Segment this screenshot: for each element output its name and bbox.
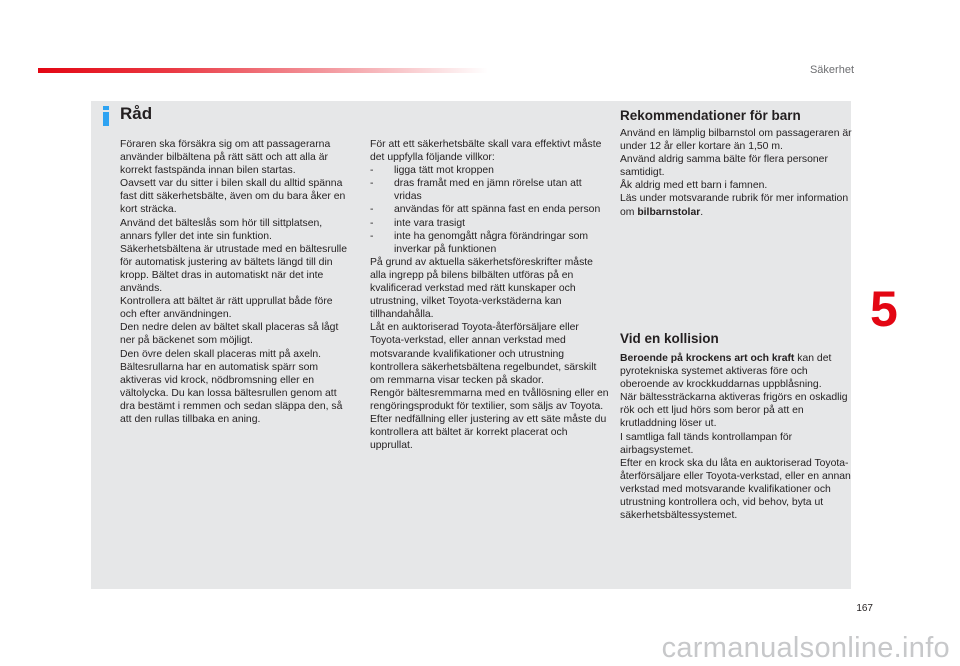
paragraph: Bältesrullarna har en automatisk spärr som aktiveras vid krock, nödbromsning eller en vältolycka. Du kan lossa bältesrullen genom att dra bestämt i remmen och sedan släppa den, så att den rullas tillbaka en aning. bbox=[120, 361, 343, 425]
paragraph: Läs under motsvarande rubrik för mer information om bilbarnstolar. bbox=[620, 193, 849, 218]
paragraph: Den övre delen skall placeras mitt på axeln. bbox=[120, 348, 321, 360]
paragraph: Beroende på krockens art och kraft kan det pyrotekniska systemet aktiveras före och oberoende av krockkuddarnas uppblåsning. bbox=[620, 353, 832, 391]
paragraph: För att ett säkerhetsbälte skall vara effektivt måste det uppfylla följande villkor: bbox=[370, 139, 602, 164]
paragraph: Använd en lämplig bilbarnstol om passageraren är under 12 år eller kortare än 1,50 m. bbox=[620, 128, 852, 153]
paragraph: Åk aldrig med ett barn i famnen. bbox=[620, 180, 768, 192]
rad-column-2 bbox=[370, 138, 610, 452]
list-item: - inte vara trasigt bbox=[370, 217, 466, 229]
rad-column-1 bbox=[120, 138, 352, 426]
paragraph: Använd det bälteslås som hör till sittplatsen, annars fyller det inte sin funktion. bbox=[120, 217, 323, 242]
paragraph: Rengör bältesremmarna med en tvållösning eller en rengöringsprodukt för textilier, som säljs av Toyota. bbox=[370, 387, 609, 412]
list-item: - dras framåt med en jämn rörelse utan att vridas bbox=[370, 178, 582, 203]
paragraph: I samtliga fall tänds kontrollampan för airbagsystemet. bbox=[620, 431, 793, 456]
paragraph: Föraren ska försäkra sig om att passagerarna använder bilbältena på rätt sätt och att alla är korrekt fastspända innan bilen startas. bbox=[120, 139, 331, 177]
list-item: - inte ha genomgått några förändringar som inverkar på funktionen bbox=[370, 230, 589, 255]
info-icon bbox=[99, 106, 113, 126]
paragraph: Låt en auktoriserad Toyota-återförsäljare eller Toyota-verkstad, eller annan verkstad med motsvarande kvalifikationer och utrustning kontrollera säkerhetsbältena regelbundet, särskilt om remmarna visar tecken på skador. bbox=[370, 322, 597, 386]
paragraph: När bältessträckarna aktiveras frigörs en oskadlig rök och ett ljud hörs som beror på att en krutladdning löser ut. bbox=[620, 392, 848, 430]
rad-heading: Råd bbox=[120, 104, 153, 123]
paragraph: Efter nedfällning eller justering av ett säte måste du kontrollera att bältet är korrekt placerat och upprullat. bbox=[370, 413, 607, 452]
header-accent-bar bbox=[38, 68, 488, 73]
paragraph: Efter en krock ska du låta en auktoriserad Toyota-återförsäljare eller Toyota-verkstad, eller en annan verkstad med motsvarande kvalifikationer och utrustning kontrollera och, vid behov, byta ut säkerhetsbältessystemet. bbox=[620, 457, 851, 522]
paragraph: Säkerhetsbältena är utrustade med en bältesrulle för automatisk justering av bältets längd till din kropp. Bältet dras in automatiskt när det inte används. bbox=[120, 243, 348, 295]
barn-text bbox=[620, 127, 852, 219]
paragraph: Oavsett var du sitter i bilen skall du alltid spänna fast ditt säkerhetsbälte, även om du bara åker en kort sträcka. bbox=[120, 178, 346, 216]
section-title: Säkerhet bbox=[809, 64, 854, 76]
paragraph: Den nedre delen av bältet skall placeras så lågt ner på bäckenet som möjligt. bbox=[120, 322, 339, 347]
list-item: - användas för att spänna fast en enda person bbox=[370, 204, 601, 216]
paragraph: På grund av aktuella säkerhetsföreskrifter måste alla ingrepp på bilens bilbälten utföras på en kvalificerad verkstad med rätt kunskaper och utrustning, vilket Toyota-verkstäderna kan tillhandahålla. bbox=[370, 256, 593, 321]
list-item: - ligga tätt mot kroppen bbox=[370, 165, 494, 177]
chapter-number: 5 bbox=[870, 281, 898, 337]
paragraph: Kontrollera att bältet är rätt upprullat både före och efter användningen. bbox=[120, 296, 333, 321]
page-number: 167 bbox=[856, 603, 873, 614]
watermark: carmanualsonline.info bbox=[661, 632, 950, 664]
paragraph: Använd aldrig samma bälte för flera personer samtidigt. bbox=[620, 154, 828, 179]
barn-heading: Rekommendationer för barn bbox=[620, 108, 801, 123]
kollision-heading: Vid en kollision bbox=[620, 331, 719, 346]
kollision-text bbox=[620, 352, 852, 522]
